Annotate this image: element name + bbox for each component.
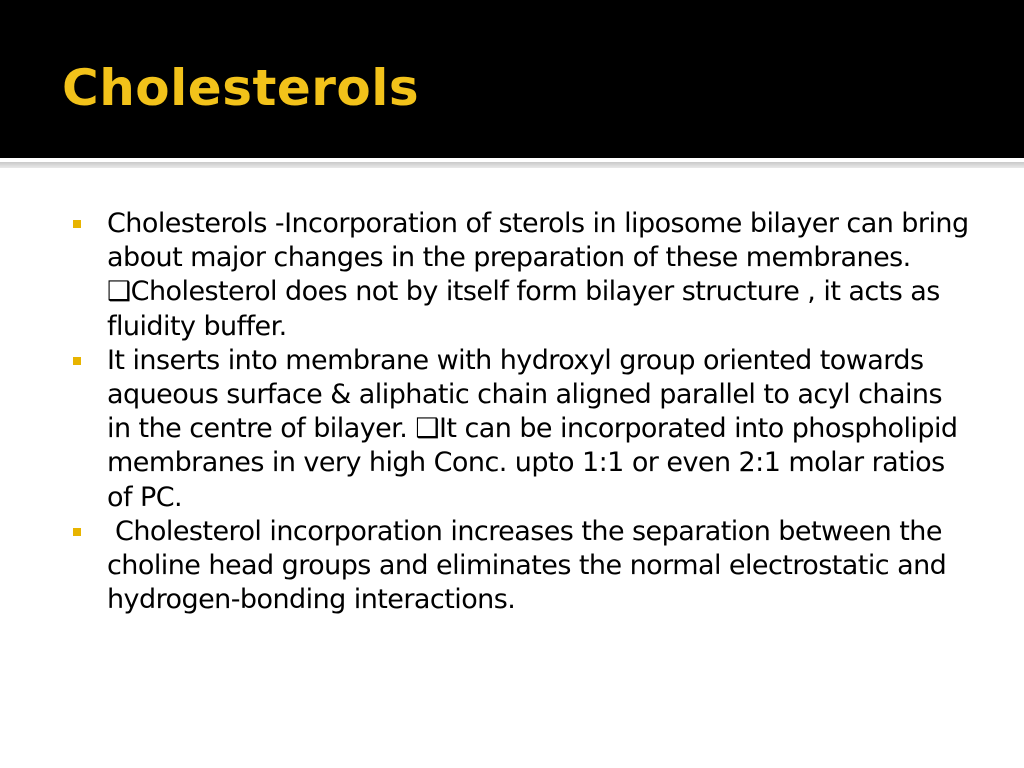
square-bullet-icon — [73, 528, 81, 536]
slide-title: Cholesterols — [62, 59, 420, 117]
bullet-text: It inserts into membrane with hydroxyl group oriented towards aqueous surface & aliphatic chain aligned parallel to acyl chains in the centre of bilayer. ❑It can be incorporated into phospholipid membranes in very high Conc. upto 1:1 or even 2:1 molar ratios of PC. — [107, 344, 958, 513]
bullet-item — [70, 515, 970, 618]
bullet-list — [70, 207, 970, 617]
title-bar — [0, 0, 1024, 158]
bullet-item — [70, 344, 970, 515]
bullet-item — [70, 207, 970, 344]
title-divider-shadow — [0, 162, 1024, 168]
square-bullet-icon — [73, 220, 81, 228]
bullet-text: Cholesterol incorporation increases the separation between the choline head groups and eliminates the normal electrostatic and hydrogen-bonding interactions. — [107, 515, 955, 616]
bullet-text: Cholesterols -Incorporation of sterols in liposome bilayer can bring about major changes in the preparation of these membranes. ❑Cholesterol does not by itself form bilayer structure , it acts as fluidity buffer. — [107, 208, 969, 342]
square-bullet-icon — [73, 357, 81, 365]
